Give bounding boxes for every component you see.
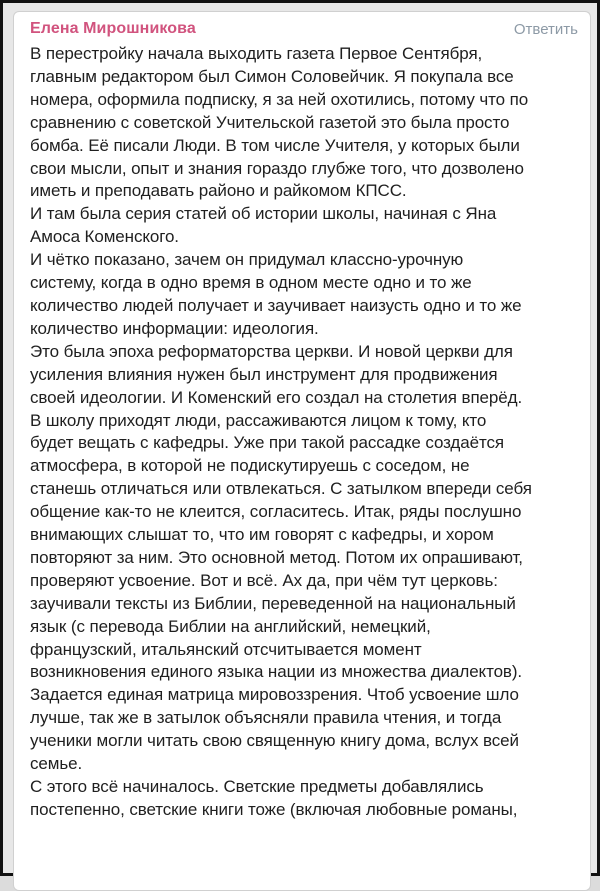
comment-line: иметь и преподавать районо и райкомом КПСС.: [30, 181, 407, 201]
comment-line: свои мысли, опыт и знания гораздо глубже того, что дозволено: [30, 158, 524, 178]
comment-line: главным редактором был Симон Соловейчик. Я покупала все: [30, 66, 514, 86]
comment-line: станешь отличаться или отвлекаться. С затылком впереди себя: [30, 479, 532, 499]
comment-line: Задается единая матрица мировоззрения. Чтоб усвоение шло: [30, 685, 519, 705]
comment-bubble: [13, 11, 591, 891]
comment-line: ученики могли читать свою священную книгу дома, вслух всей: [30, 731, 519, 751]
comment-line: французский, итальянский отсчитывается момент: [30, 639, 422, 659]
comment-text: [30, 43, 580, 822]
comment-line: С этого всё начиналось. Светские предметы добавлялись: [30, 777, 484, 796]
comment-line: И чётко показано, зачем он придумал классно-урочную: [30, 250, 464, 270]
comment-line: возникновения единого языка нации из множества диалектов).: [30, 662, 523, 682]
comment-author[interactable]: Елена Мирошникова: [30, 20, 196, 37]
comment-line: постепенно, светские книги тоже (включая любовные романы,: [30, 799, 518, 819]
comment-line: проверяют усвоение. Вот и всё. Ах да, при чём тут церковь:: [30, 570, 498, 590]
comment-line: семье.: [30, 754, 83, 774]
comment-line: атмосфера, в которой не подискутируешь с соседом, не: [30, 456, 470, 476]
comment-line: язык (с перевода Библии на английский, немецкий,: [30, 616, 431, 636]
comment-line: Амоса Коменского.: [30, 227, 179, 247]
comment-line: повторяют за ним. Это основной метод. Потом их опрашивают,: [30, 547, 523, 567]
comment-line: систему, когда в одно время в одном месте одно и то же: [30, 273, 472, 293]
comment-line: будет вещать с кафедры. Уже при такой рассадке создаётся: [30, 433, 504, 453]
comment-line: усиления влияния нужен был инструмент для продвижения: [30, 364, 498, 384]
comment-header: [30, 16, 580, 42]
comment-line: В перестройку начала выходить газета Первое Сентября,: [30, 44, 483, 63]
comment-line: В школу приходят люди, рассаживаются лицом к тому, кто: [30, 410, 487, 430]
comment-line: лучше, так же в затылок объясняли правила чтения, и тогда: [30, 708, 502, 728]
comment-line: общение как-то не клеится, согласитесь. Итак, ряды послушно: [30, 502, 522, 522]
comment-line: своей идеологии. И Коменский его создал на столетия вперёд.: [30, 387, 523, 407]
comment-line: количество людей получает и заучивает наизусть одно и то же: [30, 295, 522, 315]
comment-line: И там была серия статей об истории школы, начиная с Яна: [30, 204, 497, 224]
comment-line: заучивали тексты из Библии, переведенной на национальный: [30, 593, 516, 613]
comment-line: сравнению с советской Учительской газетой это была просто: [30, 112, 510, 132]
comment-line: внимающих слышат то, что им говорят с кафедры, и хором: [30, 525, 494, 545]
reply-button[interactable]: Ответить: [513, 20, 578, 38]
comment-line: Это была эпоха реформаторства церкви. И новой церкви для: [30, 341, 513, 361]
comment-line: количество информации: идеология.: [30, 318, 319, 338]
comment-line: номера, оформила подписку, я за ней охотились, потому что по: [30, 89, 529, 109]
comment-line: бомба. Её писали Люди. В том числе Учителя, у которых были: [30, 135, 520, 155]
